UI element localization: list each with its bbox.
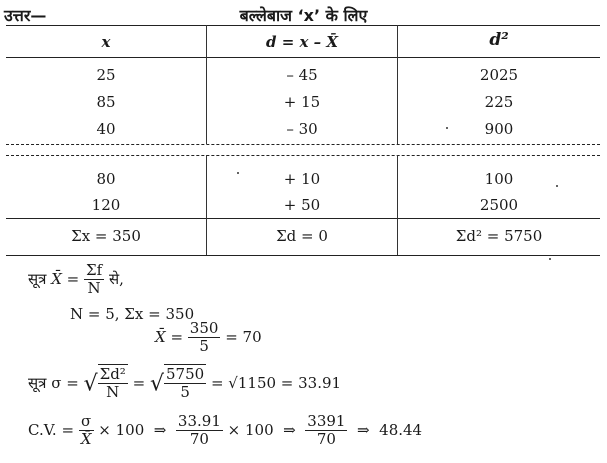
total-d-squared: Σd² = 5750 <box>455 227 543 245</box>
equals-sign: = <box>132 373 146 392</box>
table-cell: 85 <box>96 93 116 111</box>
implies-arrow: ⇒ <box>357 420 370 439</box>
cv-label: C.V. = <box>28 420 75 439</box>
sqrt-icon: √ <box>149 371 164 397</box>
fraction-numerator: σ <box>79 413 94 431</box>
sd-formula <box>28 364 341 402</box>
table-cell: + 15 <box>283 93 321 111</box>
header-d: d = x – X̄ <box>265 33 339 51</box>
fraction-numerator: 350 <box>189 319 219 337</box>
scan-speck <box>237 172 239 174</box>
table-title: बल्लेबाज ‘x’ के लिए <box>239 6 368 25</box>
fraction-denominator: 70 <box>189 430 209 449</box>
totals-divider <box>6 218 600 219</box>
mean-result: = 70 <box>225 327 262 346</box>
table-cell: 2500 <box>479 196 519 214</box>
table-cell: + 10 <box>283 170 321 188</box>
header-d-squared: d² <box>489 30 509 50</box>
table-cell: 80 <box>96 170 116 188</box>
table-cell: 100 <box>484 170 514 188</box>
table-cell: – 45 <box>286 66 318 84</box>
formula-prefix: सूत्र <box>28 269 47 288</box>
table-cell: 900 <box>484 120 514 138</box>
mean-suffix: से, <box>108 269 124 288</box>
table-cell: – 30 <box>286 120 318 138</box>
mean-fraction <box>84 262 104 298</box>
fraction-numerator: 33.91 <box>177 412 221 430</box>
sd-fraction-values <box>164 366 206 402</box>
fraction-denominator: X̄ <box>80 430 92 449</box>
table-cell: 25 <box>96 66 116 84</box>
table-cell: + 50 <box>283 196 321 214</box>
fraction-numerator: 3391 <box>307 412 346 430</box>
scan-speck <box>549 258 551 260</box>
fraction-denominator: N <box>106 383 120 402</box>
multiply-100: × 100 <box>227 420 274 439</box>
radicand <box>164 364 206 402</box>
sd-fraction <box>98 366 128 402</box>
multiply-100: × 100 <box>98 420 145 439</box>
mean-formula <box>28 262 124 298</box>
fraction-denominator: N <box>87 279 101 298</box>
fraction-numerator: 5750 <box>166 365 205 383</box>
scan-speck <box>556 185 558 187</box>
dashed-divider-1 <box>6 144 600 145</box>
fraction-denominator: 5 <box>199 337 209 356</box>
mean-calc <box>155 320 262 356</box>
dashed-divider-2 <box>6 155 600 156</box>
cv-fraction-simplified <box>305 413 347 449</box>
table-cell: 2025 <box>479 66 519 84</box>
formula-prefix: सूत्र <box>28 373 47 392</box>
table-cell: 40 <box>96 120 116 138</box>
fraction-numerator: Σd² <box>99 365 126 383</box>
radicand <box>98 364 128 402</box>
mean-calc-fraction <box>188 320 221 356</box>
header-divider <box>6 57 600 58</box>
mean-symbol: X̄ = <box>155 327 184 346</box>
total-x: Σx = 350 <box>71 227 141 245</box>
table-cell: 120 <box>91 196 121 214</box>
givens-line: N = 5, Σx = 350 <box>70 305 195 323</box>
answer-label: उत्तर— <box>4 6 47 25</box>
scan-speck <box>446 127 448 129</box>
sd-result: = √1150 = 33.91 <box>210 373 342 392</box>
sd-symbol: σ = <box>51 373 79 392</box>
table-bottom-border <box>6 255 600 256</box>
fraction-numerator: Σf <box>86 261 103 279</box>
total-d: Σd = 0 <box>276 227 328 245</box>
fraction-denominator: 70 <box>316 430 336 449</box>
cv-result: 48.44 <box>379 420 423 439</box>
header-x: x <box>101 33 111 51</box>
fraction-denominator: 5 <box>180 383 190 402</box>
cv-fraction <box>79 413 94 449</box>
cv-fraction-values <box>176 413 223 449</box>
implies-arrow: ⇒ <box>283 420 296 439</box>
cv-formula <box>28 413 422 449</box>
implies-arrow: ⇒ <box>153 420 167 439</box>
table-cell: 225 <box>484 93 514 111</box>
table-top-border <box>6 25 600 26</box>
mean-symbol: X̄ = <box>51 269 80 288</box>
sqrt-icon: √ <box>83 371 98 397</box>
